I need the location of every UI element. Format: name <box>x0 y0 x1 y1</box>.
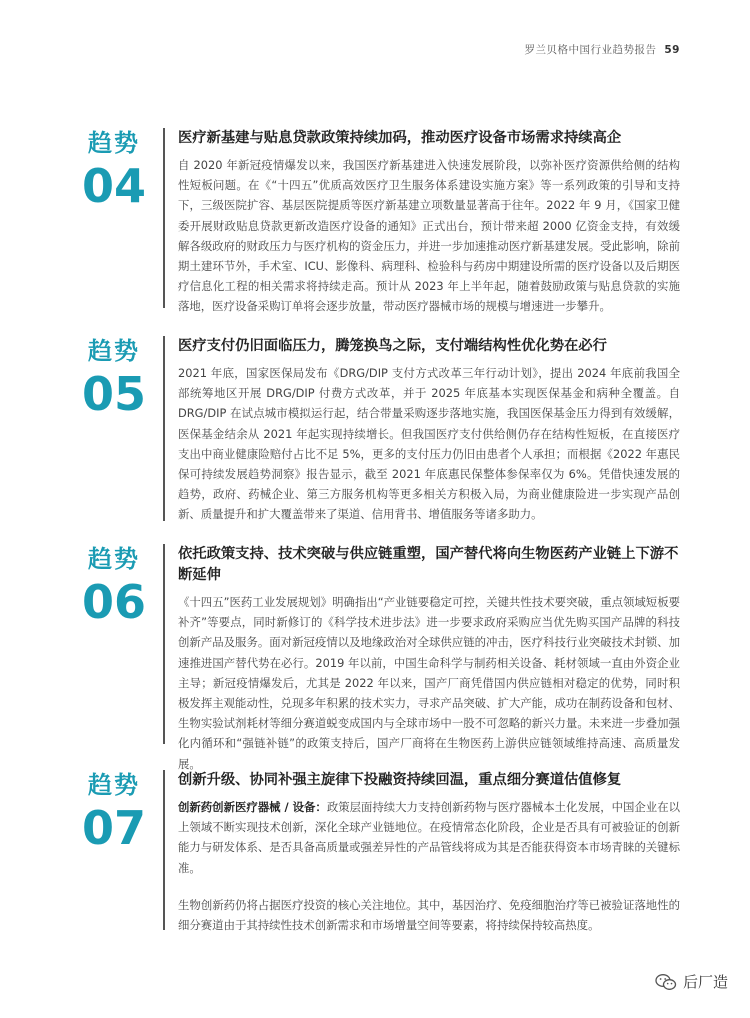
trend-body <box>178 128 680 317</box>
trend-paragraph: 2021 年底，国家医保局发布《DRG/DIP 支付方式改革三年行动计划》，提出 2024 年底前我国全部统筹地区开展 DRG/DIP 付费方式改革，并于 2025 年底基本实现医保基金和病种全覆盖。自 DRG/DIP 在试点城市模拟运行起，结合带量采购逐步落地实施，我国医保基金压力得到有效缓解，医保基金结余从 2021 年起实现持续增长。但我国医疗支付供给侧仍存在结构性短板，在直接医疗支出中商业健康险赔付占比不足 5%，更多的支付压力仍旧由患者个人承担；而根据《2022 年惠民保可持续发展趋势洞察》报告显示，截至 2021 年底惠民保整体参保率仅为 6%。凭借快速发展的趋势，政府、药械企业、第三方服务机构等更多相关方积极入局，为商业健康险进一步实现产品创新、质量提升和扩大覆盖带来了渠道、信用背书、增值服务等诸多助力。 <box>178 366 680 522</box>
divider-line <box>163 544 165 744</box>
trend-word: 趋势 <box>88 545 140 573</box>
divider-line <box>163 336 165 521</box>
paragraph-text: 政策层面持续大力支持创新药物与医疗器械本土化发展，中国企业在以上领域不断实现技术创新，深化全球产业链地位。在疫情常态化阶段，企业是否具有可被验证的创新能力与研发体系、是否具备高质量或强差异性的产品管线将成为其是否能获得资本市场青睐的关键标准。 <box>178 800 680 875</box>
trend-number: 06 <box>81 575 146 629</box>
trend-body <box>178 770 680 935</box>
watermark-text: 后厂造 <box>682 973 728 991</box>
wechat-icon <box>655 973 677 991</box>
trend-title: 依托政策支持、技术突破与供应链重塑，国产替代将向生物医药产业链上下游不断延伸 <box>178 546 679 583</box>
report-title: 罗兰贝格中国行业趋势报告 <box>524 44 657 56</box>
trend-paragraph <box>178 797 680 878</box>
trend-word: 趋势 <box>88 337 140 365</box>
trend-paragraph: 生物创新药仍将占据医疗投资的核心关注地位。其中，基因治疗、免疫细胞治疗等已被验证落地性的细分赛道由于其持续性技术创新需求和市场增量空间等要素，将持续保持较高热度。 <box>178 897 680 933</box>
trend-body <box>178 544 680 774</box>
trend-word: 趋势 <box>88 771 140 799</box>
trend-number: 07 <box>81 801 146 855</box>
trend-title: 医疗支付仍旧面临压力，腾笼换鸟之际，支付端结构性优化势在必行 <box>178 338 607 354</box>
trend-title: 创新升级、协同补强主旋律下投融资持续回温，重点细分赛道估值修复 <box>178 772 622 788</box>
page-header <box>525 42 680 57</box>
trend-label <box>78 770 150 854</box>
trend-title: 医疗新基建与贴息贷款政策持续加码，推动医疗设备市场需求持续高企 <box>178 130 622 146</box>
divider-line <box>163 128 165 308</box>
lead-bold-label: 创新药创新医疗器械 / 设备： <box>178 800 327 814</box>
trend-number: 05 <box>81 367 146 421</box>
trend-label <box>78 544 150 628</box>
trend-word: 趋势 <box>88 129 140 157</box>
trend-number: 04 <box>81 159 146 213</box>
trend-label <box>78 128 150 212</box>
page-number: 59 <box>664 44 680 56</box>
trend-label <box>78 336 150 420</box>
trend-paragraph: 自 2020 年新冠疫情爆发以来，我国医疗新基建进入快速发展阶段，以弥补医疗资源供给侧的结构性短板问题。在《“十四五”优质高效医疗卫生服务体系建设实施方案》等一系列政策的引导和支持下，三级医院扩容、基层医院提质等医疗新基建立项数量显著高于往年。2022 年 9 月，《国家卫健委开展财政贴息贷款更新改造医疗设备的通知》正式出台，预计带来超 2000 亿资金支持，有效缓解各级政府的财政压力与医疗机构的资金压力，并进一步加速推动医疗新基建发展。受此影响，除前期土建环节外，手术室、ICU、影像科、病理科、检验科与药房中期建设所需的医疗设备以及后期医疗信息化工程的相关需求将持续走高。预计从 2023 年上半年起，随着鼓励政策与贴息贷款的实施落地，医疗设备采购订单将会逐步放量，带动医疗器械市场的规模与增速进一步攀升。 <box>178 158 680 314</box>
trend-body <box>178 336 680 525</box>
watermark <box>655 971 728 992</box>
trend-paragraph: 《十四五”医药工业发展规划》明确指出“产业链要稳定可控，关键共性技术要突破，重点领域短板要补齐”等要点，同时新修订的《科学技术进步法》进一步要求政府采购应当优先购买国产品牌的科技创新产品及服务。面对新冠疫情以及地缘政治对全球供应链的冲击，医疗科技行业突破技术封锁、加速推进国产替代势在必行。2019 年以前，中国生命科学与制药相关设备、耗材领域一直由外资企业主导；新冠疫情爆发后，尤其是 2022 年以来，国产厂商凭借国内供应链相对稳定的优势，同时积极发挥主观能动性，兑现多年积累的技术实力，寻求产品突破、扩大产能，成功在制药设备和包材、生物实验试剂耗材等细分赛道蜕变成国内与全球市场中一股不可忽略的新兴力量。未来进一步叠加强化内循环和“强链补链”的政策支持后，国产厂商将在生物医药上游供应链领域维持高速、高质量发展。 <box>178 595 680 771</box>
divider-line <box>163 770 165 930</box>
